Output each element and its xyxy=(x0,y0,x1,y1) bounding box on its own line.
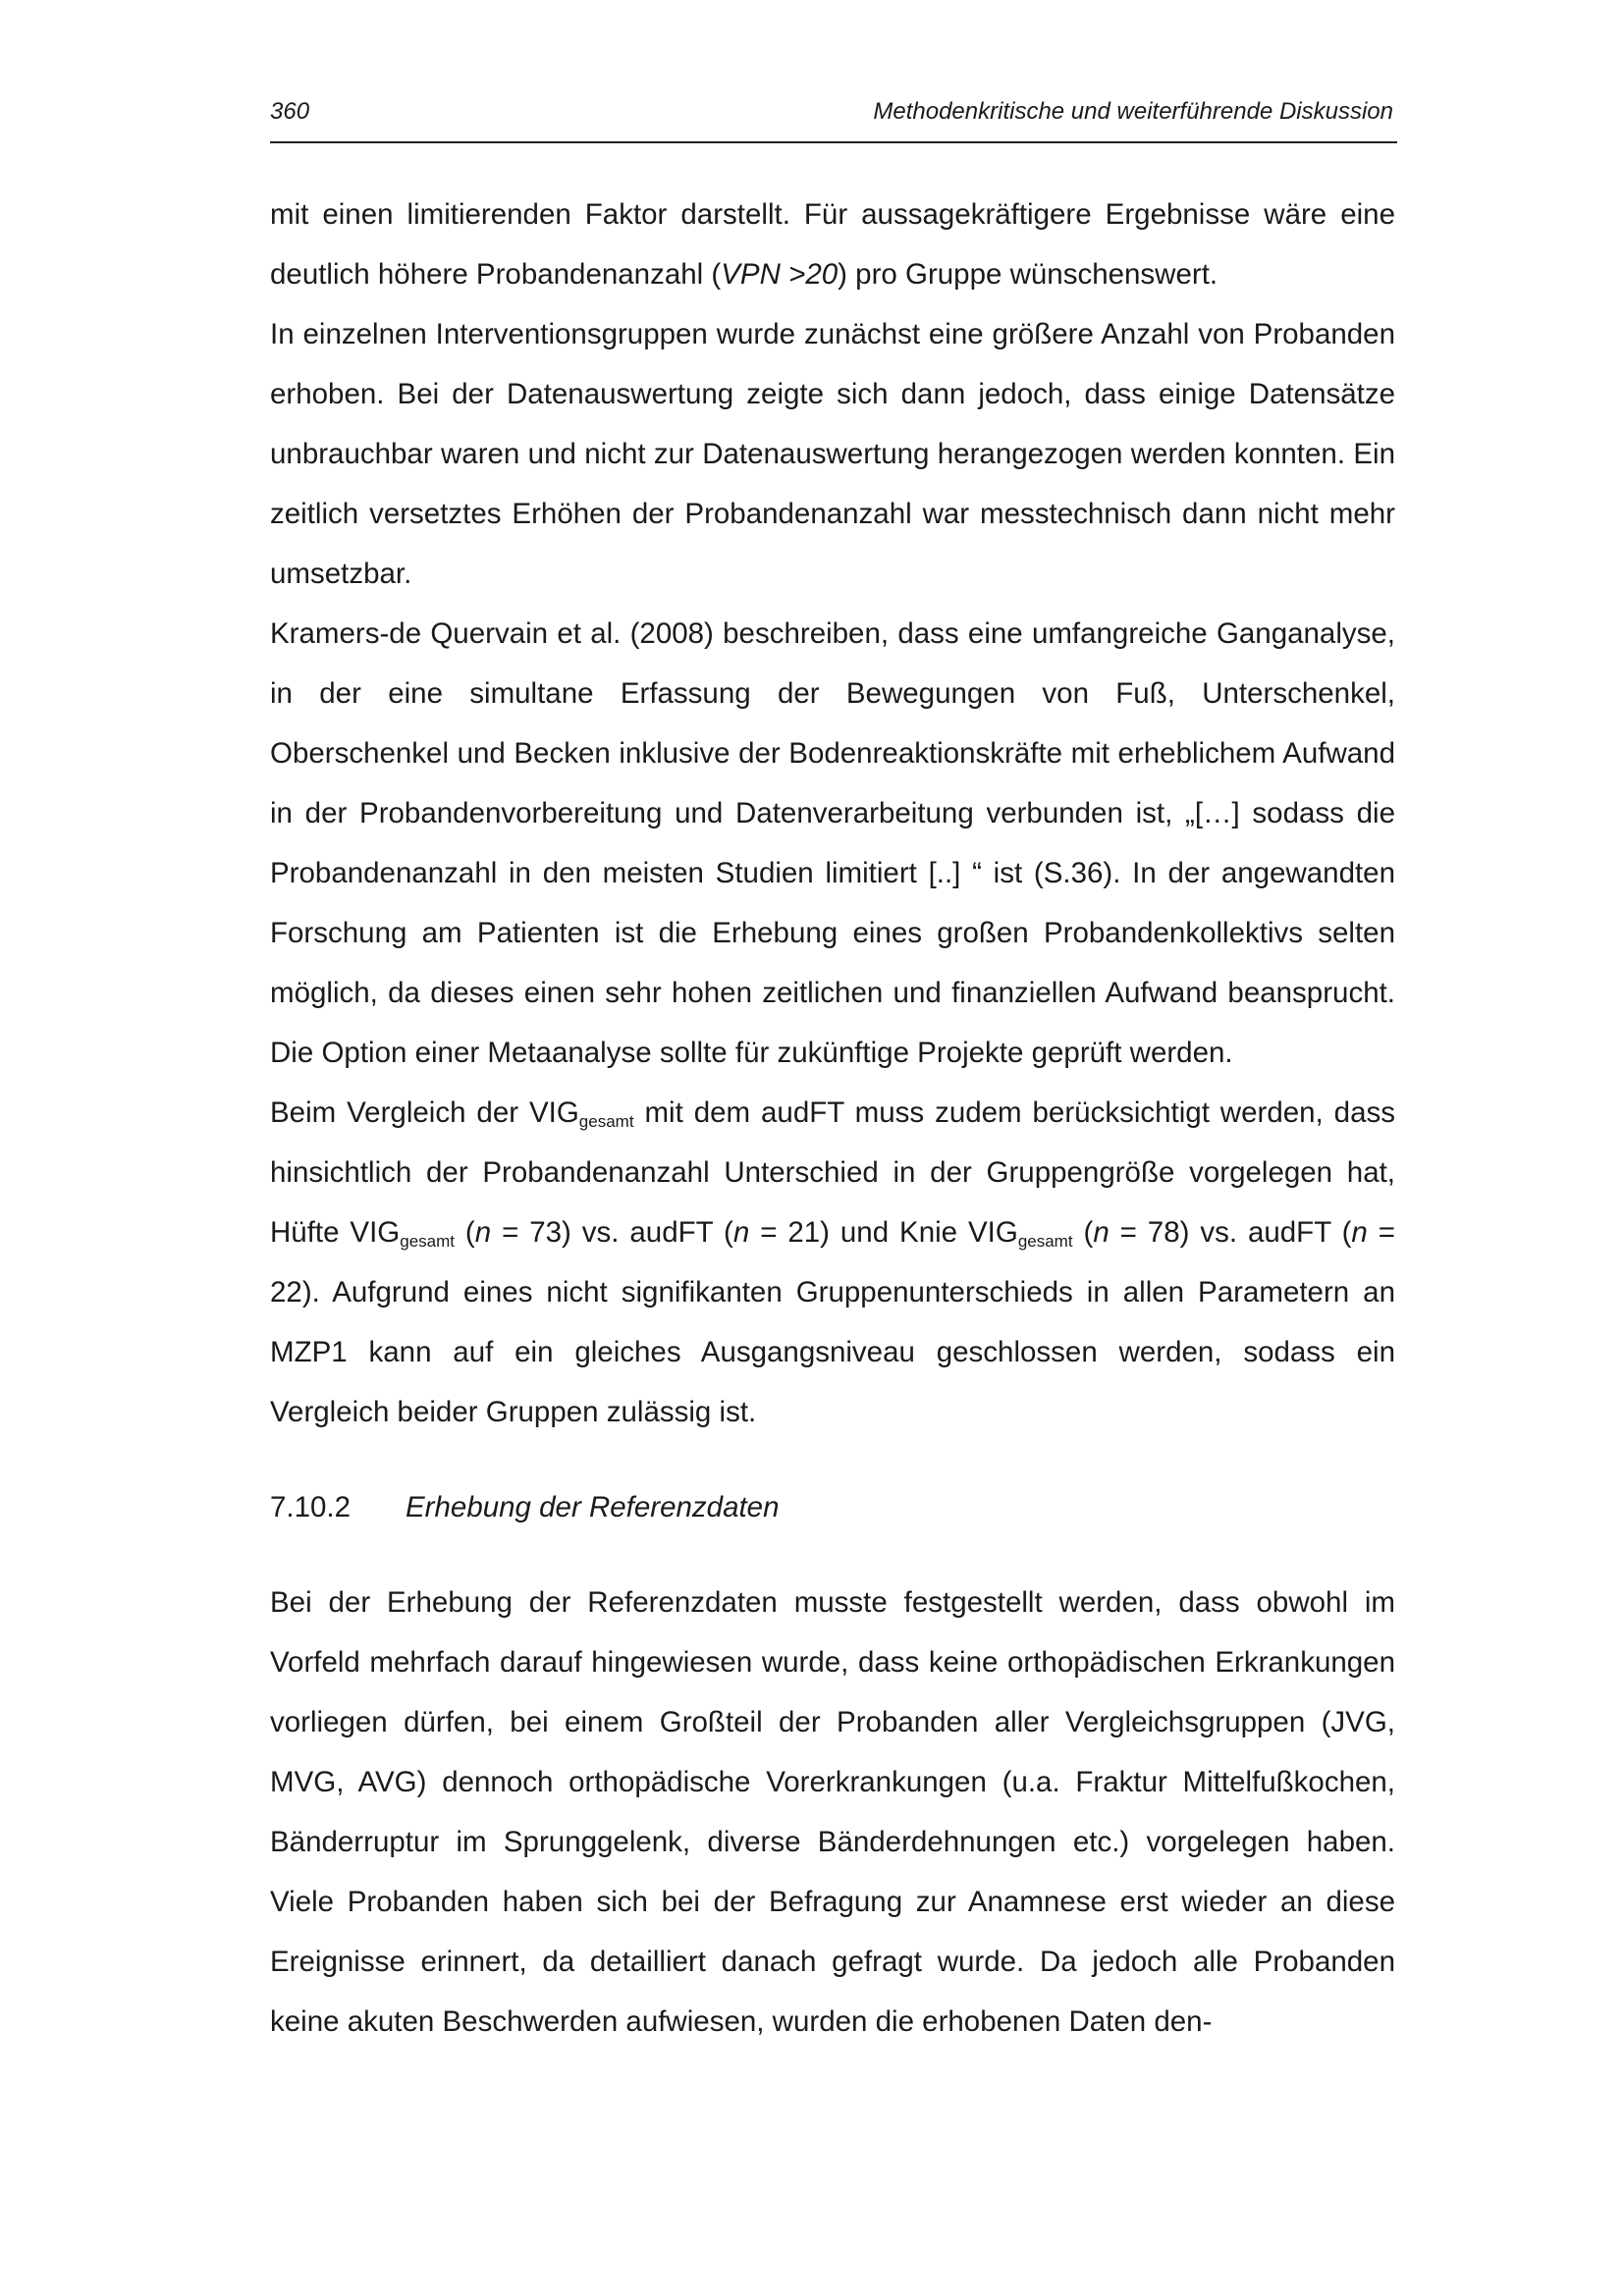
paragraph-2: In einzelnen Interventionsgruppen wurde zunächst eine größere Anzahl von Probanden erhoben. Bei der Datenauswertung zeigte sich dann jedoch, dass einige Datensätze unbrauchbar waren und nicht zur Datenauswertung herangezogen werden konnten. Ein zeitlich versetztes Erhöhen der Probandenanzahl war messtechnisch dann nicht mehr umsetzbar. xyxy=(270,318,1395,590)
section-heading xyxy=(270,1477,1395,1537)
p4-text-2: mit dem audFT muss zudem berücksichtigt werden, dass hinsichtlich der Probandenanzahl Unterschied in der Gruppengröße vorgelegen hat, Hüfte VIG xyxy=(270,1096,1395,1249)
p4-text-5: = 21) und Knie VIG xyxy=(749,1216,1018,1249)
page-number: 360 xyxy=(270,98,310,125)
subscript-gesamt: gesamt xyxy=(578,1112,634,1131)
section-number: 7.10.2 xyxy=(270,1491,352,1523)
section-title: Erhebung der Referenzdaten xyxy=(406,1491,780,1523)
n-italic: n xyxy=(474,1216,492,1249)
paragraph-5: Bei der Erhebung der Referenzdaten musste festgestellt werden, dass obwohl im Vorfeld mehrfach darauf hingewiesen wurde, dass keine orthopädischen Erkrankungen vorliegen dürfen, bei einem Großteil der Probanden aller Vergleichsgruppen (JVG, MVG, AVG) dennoch orthopädische Vorerkrankungen (u.a. Fraktur Mittelfußkochen, Bänderruptur im Sprunggelenk, diverse Bänderdehnungen etc.) vorgelegen haben. Viele Probanden haben sich bei der Befragung zur Anamnese erst wieder an diese Ereignisse erinnert, da detailliert danach gefragt wurde. Da jedoch alle Probanden keine akuten Beschwerden aufwiesen, wurden die erhobenen Daten den- xyxy=(270,1586,1395,2038)
page-header xyxy=(270,98,1397,143)
running-title: Methodenkritische und weiterführende Diskussion xyxy=(873,98,1393,125)
paragraph-3: Kramers-de Quervain et al. (2008) beschreiben, dass eine umfangreiche Ganganalyse, in der eine simultane Erfassung der Bewegungen von Fuß, Unterschenkel, Oberschenkel und Becken inklusive der Bodenreaktionskräfte mit erheblichem Aufwand in der Probandenvorbereitung und Datenverarbeitung verbunden ist, „[…] sodass die Probandenanzahl in den meisten Studien limitiert [..] “ ist (S.36). In der angewandten Forschung am Patienten ist die Erhebung eines großen Probandenkollektivs selten möglich, da dieses einen sehr hohen zeitlichen und finanziellen Aufwand beansprucht. Die Option einer Metaanalyse sollte für zukünftige Projekte geprüft werden. xyxy=(270,617,1395,1069)
p4-text-8: = 22). Aufgrund eines nicht signifikanten Gruppenunterschieds in allen Parametern an MZP1 kann auf ein gleiches Ausgangsniveau geschlossen werden, sodass ein Vergleich beider Gruppen zulässig ist. xyxy=(270,1216,1395,1428)
p4-text-6: ( xyxy=(1072,1216,1094,1249)
vpn-italic: VPN >20 xyxy=(721,258,839,291)
paragraph-4 xyxy=(270,1083,1395,1442)
paragraph-1-text-a: mit einen limitierenden Faktor darstellt. Für aussagekräftigere Ergebnisse wäre eine deutlich höhere Probandenanzahl ( xyxy=(270,198,1395,291)
n-italic: n xyxy=(1351,1216,1368,1249)
subscript-gesamt: gesamt xyxy=(400,1232,455,1251)
p4-text-3: ( xyxy=(455,1216,475,1249)
paragraph-1 xyxy=(270,185,1395,304)
paragraph-1-text-b: ) pro Gruppe wünschenswert. xyxy=(838,258,1218,291)
n-italic: n xyxy=(732,1216,750,1249)
n-italic: n xyxy=(1093,1216,1110,1249)
p4-text-4: = 73) vs. audFT ( xyxy=(491,1216,733,1249)
body-text xyxy=(270,185,1395,2052)
p4-text-1: Beim Vergleich der VIG xyxy=(270,1096,579,1129)
subscript-gesamt: gesamt xyxy=(1017,1232,1073,1251)
p4-text-7: = 78) vs. audFT ( xyxy=(1109,1216,1352,1249)
